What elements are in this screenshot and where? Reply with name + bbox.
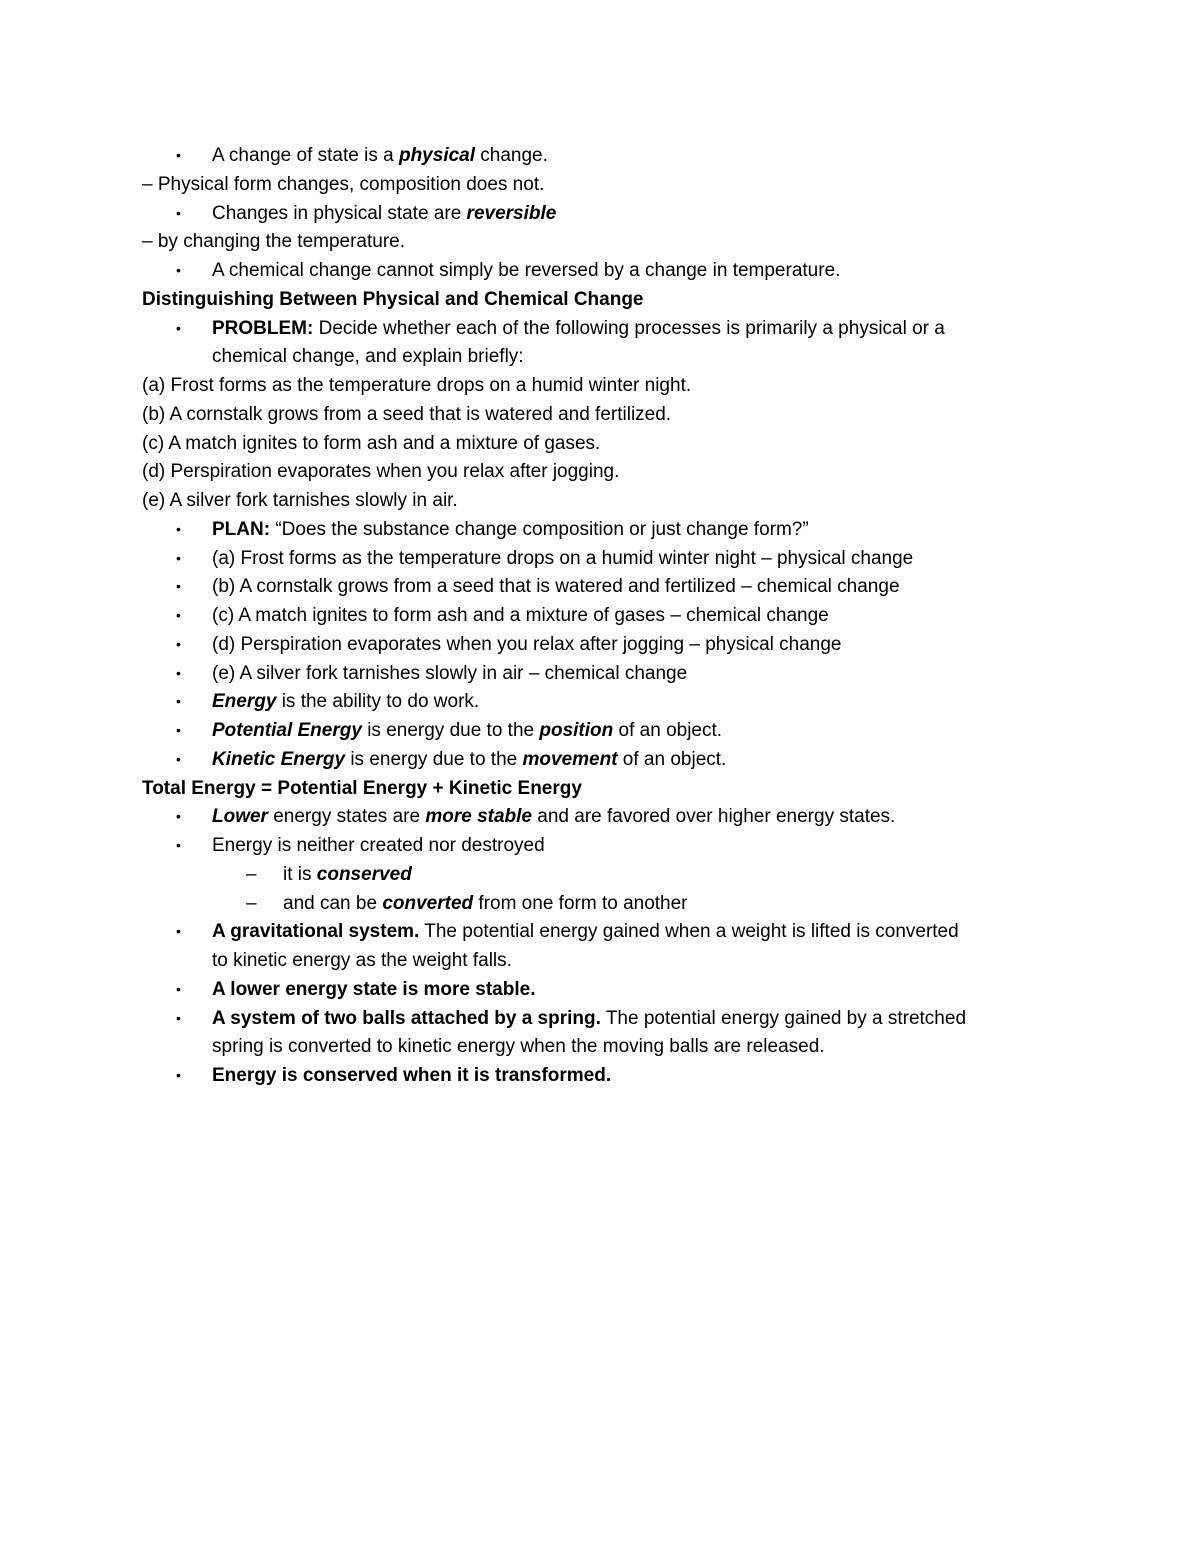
text-run: (b) A cornstalk grows from a seed that is watered and fertilized – chemical change bbox=[212, 576, 900, 597]
text-run: The potential energy gained by a stretched bbox=[600, 1008, 967, 1029]
bold-italic-text: Energy bbox=[212, 691, 277, 712]
text-run: spring is converted to kinetic energy when the moving balls are released. bbox=[212, 1036, 825, 1057]
bullet-continuation bbox=[0, 342, 1200, 371]
bullet-item bbox=[0, 601, 1200, 630]
bullet-item bbox=[0, 199, 1200, 228]
text-line bbox=[0, 227, 1200, 256]
line-text bbox=[212, 601, 829, 630]
bullet-item bbox=[0, 975, 1200, 1004]
bullet-glyph: • bbox=[176, 147, 181, 163]
bullet-item bbox=[0, 745, 1200, 774]
text-run: Decide whether each of the following processes is primarily a physical or a bbox=[313, 318, 945, 339]
bold-text: PLAN: bbox=[212, 519, 271, 540]
line-text bbox=[212, 199, 556, 228]
bullet-item bbox=[0, 802, 1200, 831]
text-run: and can be bbox=[283, 893, 383, 914]
bold-italic-text: more stable bbox=[425, 806, 532, 827]
text-run: is energy due to the bbox=[345, 749, 523, 770]
bold-italic-text: Kinetic Energy bbox=[212, 749, 346, 770]
text-run: (a) Frost forms as the temperature drops on a humid winter night. bbox=[142, 375, 692, 396]
text-run: is the ability to do work. bbox=[276, 691, 480, 712]
bold-italic-text: conserved bbox=[316, 864, 412, 885]
line-text bbox=[212, 946, 512, 975]
text-run: (b) A cornstalk grows from a seed that is watered and fertilized. bbox=[142, 404, 672, 425]
line-text bbox=[212, 917, 959, 946]
bold-text: PROBLEM: bbox=[212, 318, 314, 339]
text-run: A chemical change cannot simply be reversed by a change in temperature. bbox=[212, 260, 841, 281]
bullet-glyph: • bbox=[176, 693, 181, 709]
line-text bbox=[212, 141, 548, 170]
bold-text: A lower energy state is more stable. bbox=[212, 979, 536, 1000]
line-text bbox=[212, 745, 726, 774]
text-run: Changes in physical state are bbox=[212, 203, 467, 224]
text-run: (d) Perspiration evaporates when you relax after jogging – physical change bbox=[212, 634, 842, 655]
text-run: is energy due to the bbox=[361, 720, 540, 741]
line-text bbox=[212, 256, 840, 285]
text-run: The potential energy gained when a weight is lifted is converted bbox=[419, 921, 959, 942]
text-run: (d) Perspiration evaporates when you relax after jogging. bbox=[142, 461, 620, 482]
text-line bbox=[0, 371, 1200, 400]
text-run: “Does the substance change composition or just change form?” bbox=[270, 519, 809, 540]
bullet-glyph: • bbox=[176, 808, 181, 824]
bullet-glyph: • bbox=[176, 981, 181, 997]
bullet-glyph: • bbox=[176, 262, 181, 278]
bullet-item bbox=[0, 141, 1200, 170]
bullet-item bbox=[0, 687, 1200, 716]
bold-italic-text: movement bbox=[522, 749, 618, 770]
line-text bbox=[212, 342, 524, 371]
line-text bbox=[212, 1032, 825, 1061]
bullet-glyph: • bbox=[176, 550, 181, 566]
bullet-glyph: • bbox=[176, 636, 181, 652]
text-run: (e) A silver fork tarnishes slowly in air – chemical change bbox=[212, 663, 688, 684]
line-text bbox=[142, 285, 644, 314]
text-line bbox=[0, 400, 1200, 429]
text-line bbox=[0, 429, 1200, 458]
bold-italic-text: Potential Energy bbox=[212, 720, 362, 741]
line-text bbox=[142, 227, 405, 256]
text-run: A change of state is a bbox=[212, 145, 399, 166]
text-line bbox=[0, 774, 1200, 803]
bullet-item bbox=[0, 256, 1200, 285]
text-run: of an object. bbox=[617, 749, 727, 770]
bullet-item bbox=[0, 1061, 1200, 1090]
text-run: to kinetic energy as the weight falls. bbox=[212, 950, 512, 971]
bold-text: A gravitational system. bbox=[212, 921, 420, 942]
text-run: change. bbox=[475, 145, 548, 166]
line-text bbox=[212, 687, 479, 716]
line-text bbox=[212, 659, 687, 688]
bullet-glyph: • bbox=[176, 607, 181, 623]
bullet-item bbox=[0, 917, 1200, 946]
bullet-item bbox=[0, 515, 1200, 544]
bold-text: Distinguishing Between Physical and Chemical Change bbox=[142, 289, 644, 310]
bullet-item bbox=[0, 716, 1200, 745]
bullet-item bbox=[0, 572, 1200, 601]
line-text bbox=[212, 544, 913, 573]
bullet-glyph: • bbox=[176, 578, 181, 594]
bullet-glyph: • bbox=[176, 521, 181, 537]
text-line bbox=[0, 457, 1200, 486]
bullet-continuation bbox=[0, 1032, 1200, 1061]
line-text bbox=[283, 889, 688, 918]
bullet-item bbox=[0, 630, 1200, 659]
bold-italic-text: Lower bbox=[212, 806, 268, 827]
bold-italic-text: reversible bbox=[466, 203, 557, 224]
line-text bbox=[283, 860, 412, 889]
bullet-glyph: • bbox=[176, 205, 181, 221]
line-text bbox=[212, 1061, 611, 1090]
text-run: chemical change, and explain briefly: bbox=[212, 346, 524, 367]
line-text bbox=[212, 630, 841, 659]
bold-italic-text: position bbox=[539, 720, 614, 741]
bullet-item bbox=[0, 659, 1200, 688]
line-text bbox=[142, 774, 582, 803]
text-line bbox=[0, 486, 1200, 515]
line-text bbox=[212, 831, 545, 860]
line-text bbox=[212, 802, 895, 831]
line-text bbox=[142, 486, 458, 515]
bullet-continuation bbox=[0, 946, 1200, 975]
bold-text: A system of two balls attached by a spring. bbox=[212, 1008, 601, 1029]
bullet-glyph: • bbox=[176, 1010, 181, 1026]
dash-glyph: – bbox=[246, 893, 257, 914]
bullet-item bbox=[0, 1004, 1200, 1033]
bold-text: Energy is conserved when it is transformed. bbox=[212, 1065, 612, 1086]
line-text bbox=[212, 716, 722, 745]
line-text bbox=[142, 371, 691, 400]
text-run: (c) A match ignites to form ash and a mixture of gases – chemical change bbox=[212, 605, 829, 626]
line-text bbox=[212, 314, 945, 343]
bullet-item bbox=[0, 314, 1200, 343]
sub-bullet-item bbox=[0, 860, 1200, 889]
text-run: Energy is neither created nor destroyed bbox=[212, 835, 545, 856]
sub-bullet-item bbox=[0, 889, 1200, 918]
line-text bbox=[212, 975, 535, 1004]
bullet-item bbox=[0, 831, 1200, 860]
bullet-glyph: • bbox=[176, 837, 181, 853]
bullet-glyph: • bbox=[176, 320, 181, 336]
text-run: it is bbox=[283, 864, 317, 885]
text-line bbox=[0, 285, 1200, 314]
bold-text: Total Energy = Potential Energy + Kinetic Energy bbox=[142, 778, 582, 799]
bullet-glyph: • bbox=[176, 1067, 181, 1083]
text-run: from one form to another bbox=[473, 893, 688, 914]
text-run: – by changing the temperature. bbox=[142, 231, 406, 252]
bullet-glyph: • bbox=[176, 665, 181, 681]
bullet-glyph: • bbox=[176, 923, 181, 939]
bold-italic-text: converted bbox=[382, 893, 474, 914]
text-line bbox=[0, 170, 1200, 199]
text-run: and are favored over higher energy states. bbox=[531, 806, 896, 827]
bullet-glyph: • bbox=[176, 751, 181, 767]
bold-italic-text: physical bbox=[398, 145, 476, 166]
bullet-glyph: • bbox=[176, 722, 181, 738]
text-run: (e) A silver fork tarnishes slowly in air. bbox=[142, 490, 458, 511]
line-text bbox=[142, 457, 619, 486]
text-run: of an object. bbox=[613, 720, 723, 741]
dash-glyph: – bbox=[246, 864, 257, 885]
bullet-item bbox=[0, 544, 1200, 573]
line-text bbox=[142, 400, 671, 429]
line-text bbox=[212, 515, 809, 544]
line-text bbox=[212, 1004, 966, 1033]
line-text bbox=[142, 170, 544, 199]
text-run: energy states are bbox=[267, 806, 426, 827]
line-text bbox=[212, 572, 900, 601]
text-run: (a) Frost forms as the temperature drops on a humid winter night – physical change bbox=[212, 548, 914, 569]
text-run: (c) A match ignites to form ash and a mixture of gases. bbox=[142, 433, 601, 454]
text-run: – Physical form changes, composition does not. bbox=[142, 174, 545, 195]
line-text bbox=[142, 429, 600, 458]
